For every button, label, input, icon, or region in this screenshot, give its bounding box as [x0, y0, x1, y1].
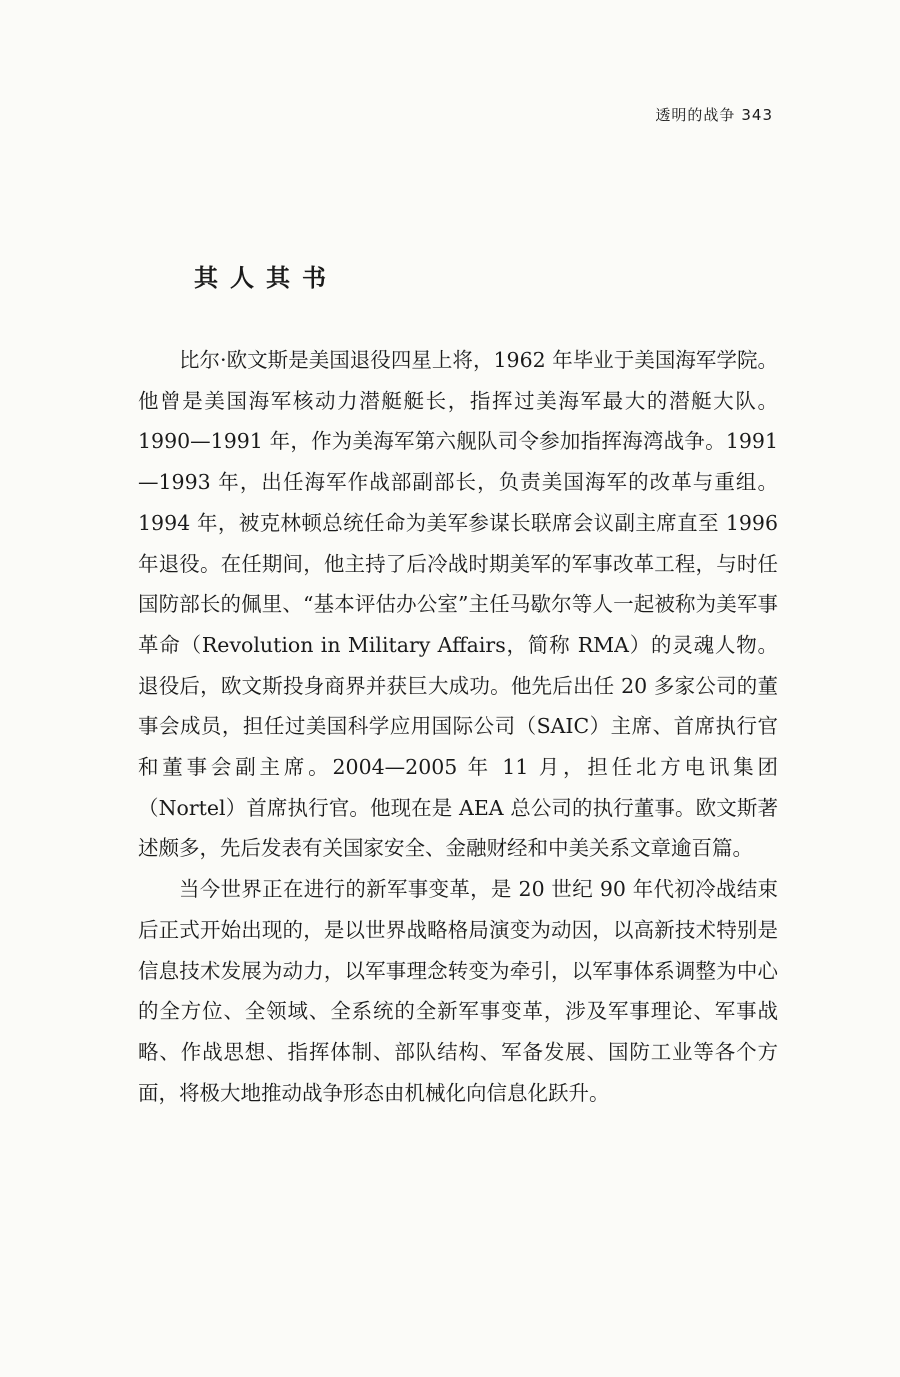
running-header [655, 104, 773, 125]
body-text [138, 340, 778, 1113]
page-number: 343 [741, 106, 773, 124]
running-title: 透明的战争 [655, 106, 736, 124]
paragraph-author-bio: 比尔·欧文斯是美国退役四星上将，1962 年毕业于美国海军学院。他曾是美国海军核动力潜艇艇长，指挥过美海军最大的潜艇大队。1990—1991 年，作为美海军第六舰队司令参加指挥海湾战争。1991—1993 年，出任海军作战部副部长，负责美国海军的改革与重组。1994 年，被克林顿总统任命为美军参谋长联席会议副主席直至 1996 年退役。在任期间，他主持了后冷战时期美军的军事改革工程，与时任国防部长的佩里、“基本评估办公室”主任马歇尔等人一起被称为美军事革命（Revolution in Military Affairs，简称 RMA）的灵魂人物。退役后，欧文斯投身商界并获巨大成功。他先后出任 20 多家公司的董事会成员，担任过美国科学应用国际公司（SAIC）主席、首席执行官和董事会副主席。2004—2005 年 11 月，担任北方电讯集团（Nortel）首席执行官。他现在是 AEA 总公司的执行董事。欧文斯著述颇多，先后发表有关国家安全、金融财经和中美关系文章逾百篇。 [138, 348, 778, 861]
paragraph-military-revolution: 当今世界正在进行的新军事变革，是 20 世纪 90 年代初冷战结束后正式开始出现的，是以世界战略格局演变为动因，以高新技术特别是信息技术发展为动力，以军事理念转变为牵引，以军事体系调整为中心的全方位、全领域、全系统的全新军事变革，涉及军事理论、军事战略、作战思想、指挥体制、部队结构、军备发展、国防工业等各个方面，将极大地推动战争形态由机械化向信息化跃升。 [138, 877, 778, 1105]
section-title: 其人其书 [194, 264, 338, 292]
